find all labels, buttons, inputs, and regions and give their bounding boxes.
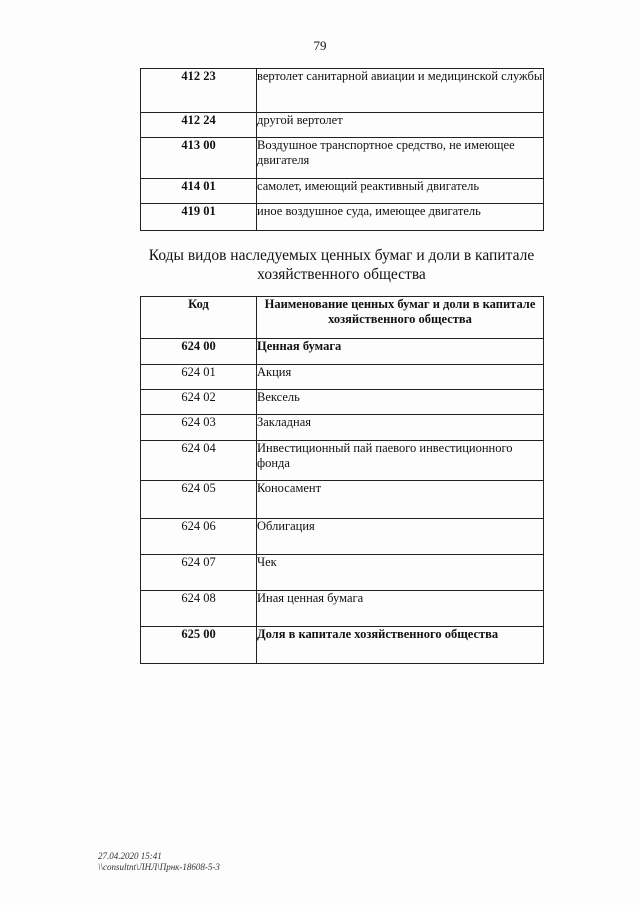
table-row	[141, 204, 544, 231]
table-row	[141, 627, 544, 664]
table-row	[141, 339, 544, 365]
table-row	[141, 390, 544, 415]
table-row	[141, 519, 544, 555]
table-row	[141, 555, 544, 591]
table-row	[141, 415, 544, 441]
code-cell: 624 01	[141, 365, 257, 390]
name-cell: другой вертолет	[257, 113, 544, 138]
code-cell: 624 07	[141, 555, 257, 591]
table-row	[141, 69, 544, 113]
code-cell: 412 24	[141, 113, 257, 138]
code-cell: 624 03	[141, 415, 257, 441]
code-cell: 624 02	[141, 390, 257, 415]
footer-file-path: \\consultnt\ЛНЛ\Прнк-18608-5-3	[98, 862, 220, 872]
name-cell: Чек	[257, 555, 544, 591]
securities-codes-table	[140, 296, 544, 664]
table-row	[141, 138, 544, 179]
name-cell: Закладная	[257, 415, 544, 441]
code-cell: 412 23	[141, 69, 257, 113]
name-cell: Ценная бумага	[257, 339, 544, 365]
table-row	[141, 113, 544, 138]
code-cell: 625 00	[141, 627, 257, 664]
code-cell: 624 04	[141, 441, 257, 481]
section-heading: Коды видов наследуемых ценных бумаг и доли в капитале хозяйственного общества	[148, 247, 535, 283]
name-cell: Вексель	[257, 390, 544, 415]
name-cell: Акция	[257, 365, 544, 390]
aircraft-codes-table	[140, 68, 544, 231]
code-cell: 413 00	[141, 138, 257, 179]
table-header-row	[141, 297, 544, 339]
code-cell: 414 01	[141, 179, 257, 204]
header-code: Код	[141, 297, 257, 339]
code-cell: 624 00	[141, 339, 257, 365]
name-cell: Коносамент	[257, 481, 544, 519]
table-row	[141, 591, 544, 627]
code-cell: 624 08	[141, 591, 257, 627]
table-row	[141, 481, 544, 519]
header-name: Наименование ценных бумаг и доли в капитале хозяйственного общества	[257, 297, 544, 339]
name-cell: Инвестиционный пай паевого инвестиционного фонда	[257, 441, 544, 481]
code-cell: 419 01	[141, 204, 257, 231]
code-cell: 624 05	[141, 481, 257, 519]
name-cell: вертолет санитарной авиации и медицинской службы	[257, 69, 544, 113]
name-cell: самолет, имеющий реактивный двигатель	[257, 179, 544, 204]
name-cell: Облигация	[257, 519, 544, 555]
code-cell: 624 06	[141, 519, 257, 555]
document-footer	[98, 851, 220, 873]
table-row	[141, 441, 544, 481]
footer-timestamp: 27.04.2020 15:41	[98, 851, 162, 861]
table-row	[141, 365, 544, 390]
name-cell: иное воздушное суда, имеющее двигатель	[257, 204, 544, 231]
page-number: 79	[313, 38, 327, 53]
name-cell: Иная ценная бумага	[257, 591, 544, 627]
name-cell: Воздушное транспортное средство, не имеющее двигателя	[257, 138, 544, 179]
name-cell: Доля в капитале хозяйственного общества	[257, 627, 544, 664]
table-row	[141, 179, 544, 204]
